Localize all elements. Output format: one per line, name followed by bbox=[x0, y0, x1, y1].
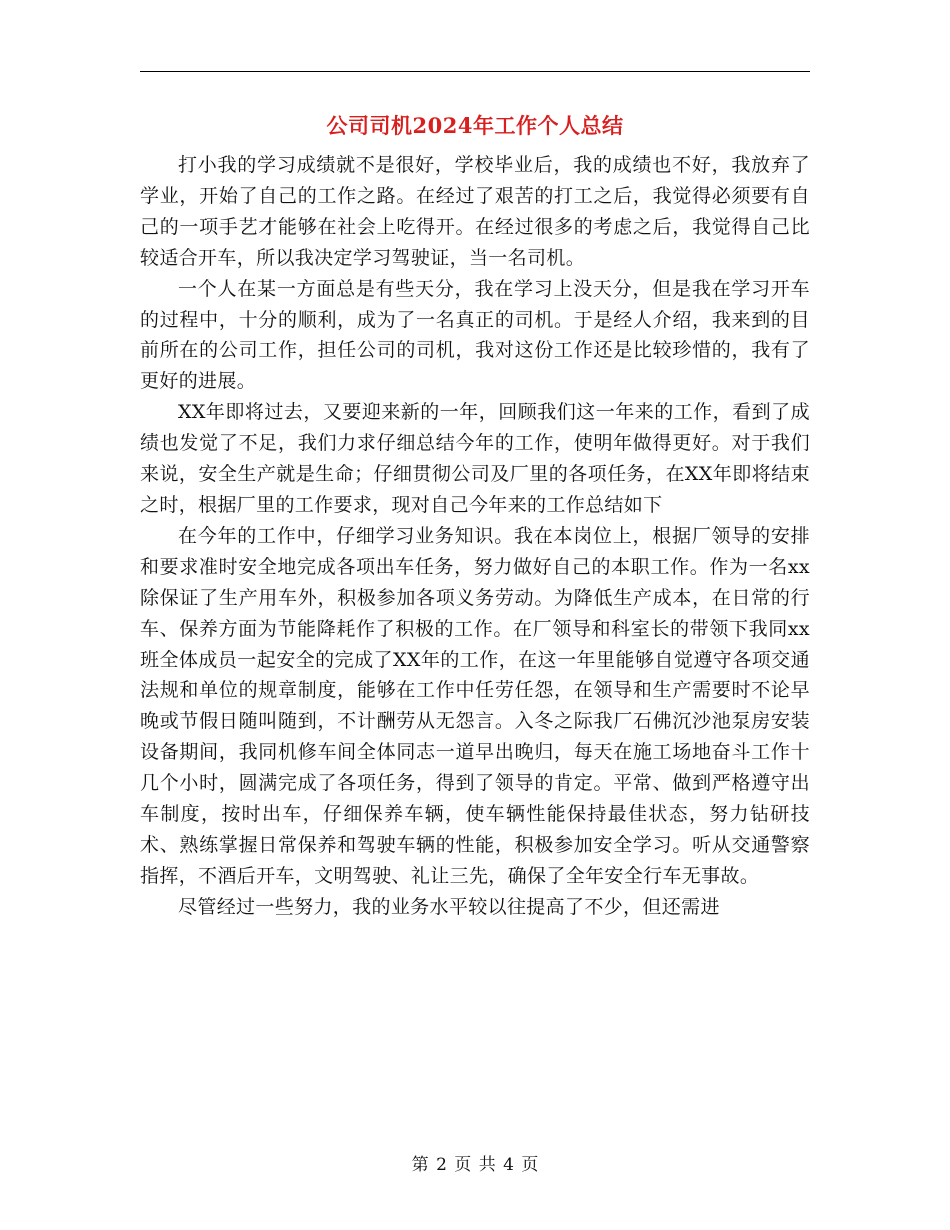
document-body bbox=[140, 150, 810, 923]
header-rule bbox=[140, 71, 810, 72]
page-footer: 第 2 页 共 4 页 bbox=[411, 1155, 539, 1175]
paragraph-4: 在今年的工作中，仔细学习业务知识。我在本岗位上，根据厂领导的安排和要求准时安全地完成各项出车任务，努力做好自己的本职工作。作为一名xx除保证了生产用车外，积极参加各项义务劳动。为降低生产成本，在日常的行车、保养方面为节能降耗作了积极的工作。在厂领导和科室长的带领下我同xx班全体成员一起安全的完成了XX年的工作，在这一年里能够自觉遵守各项交通法规和单位的规章制度，能够在工作中任劳任怨，在领导和生产需要时不论早晚或节假日随叫随到，不计酬劳从无怨言。入冬之际我厂石佛沉沙池泵房安装设备期间，我同机修车间全体同志一道早出晚归，每天在施工场地奋斗工作十几个小时，圆满完成了各项任务，得到了领导的肯定。平常、做到严格遵守出车制度，按时出车，仔细保养车辆，使车辆性能保持最佳状态，努力钻研技术、熟练掌握日常保养和驾驶车辆的性能，积极参加安全学习。听从交通警察指挥，不酒后开车，文明驾驶、礼让三先，确保了全年安全行车无事故。 bbox=[140, 524, 810, 887]
paragraph-3: XX年即将过去，又要迎来新的一年，回顾我们这一年来的工作，看到了成绩也发觉了不足，我们力求仔细总结今年的工作，使明年做得更好。对于我们来说，安全生产就是生命；仔细贯彻公司及厂里的各项任务，在XX年即将结束之时，根据厂里的工作要求，现对自己今年来的工作总结如下 bbox=[140, 401, 810, 516]
paragraph-2: 一个人在某一方面总是有些天分，我在学习上没天分，但是我在学习开车的过程中，十分的顺利，成为了一名真正的司机。于是经人介绍，我来到的目前所在的公司工作，担任公司的司机，我对这份工作还是比较珍惜的，我有了更好的进展。 bbox=[140, 277, 810, 393]
paragraph-1: 打小我的学习成绩就不是很好，学校毕业后，我的成绩也不好，我放弃了学业，开始了自己的工作之路。在经过了艰苦的打工之后，我觉得必须要有自己的一项手艺才能够在社会上吃得开。在经过很多的考虑之后，我觉得自己比较适合开车，所以我决定学习驾驶证，当一名司机。 bbox=[140, 154, 810, 269]
paragraph-5: 尽管经过一些努力，我的业务水平较以往提高了不少，但还需进 bbox=[178, 895, 720, 918]
document-title: 公司司机2024年工作个人总结 bbox=[326, 113, 624, 138]
